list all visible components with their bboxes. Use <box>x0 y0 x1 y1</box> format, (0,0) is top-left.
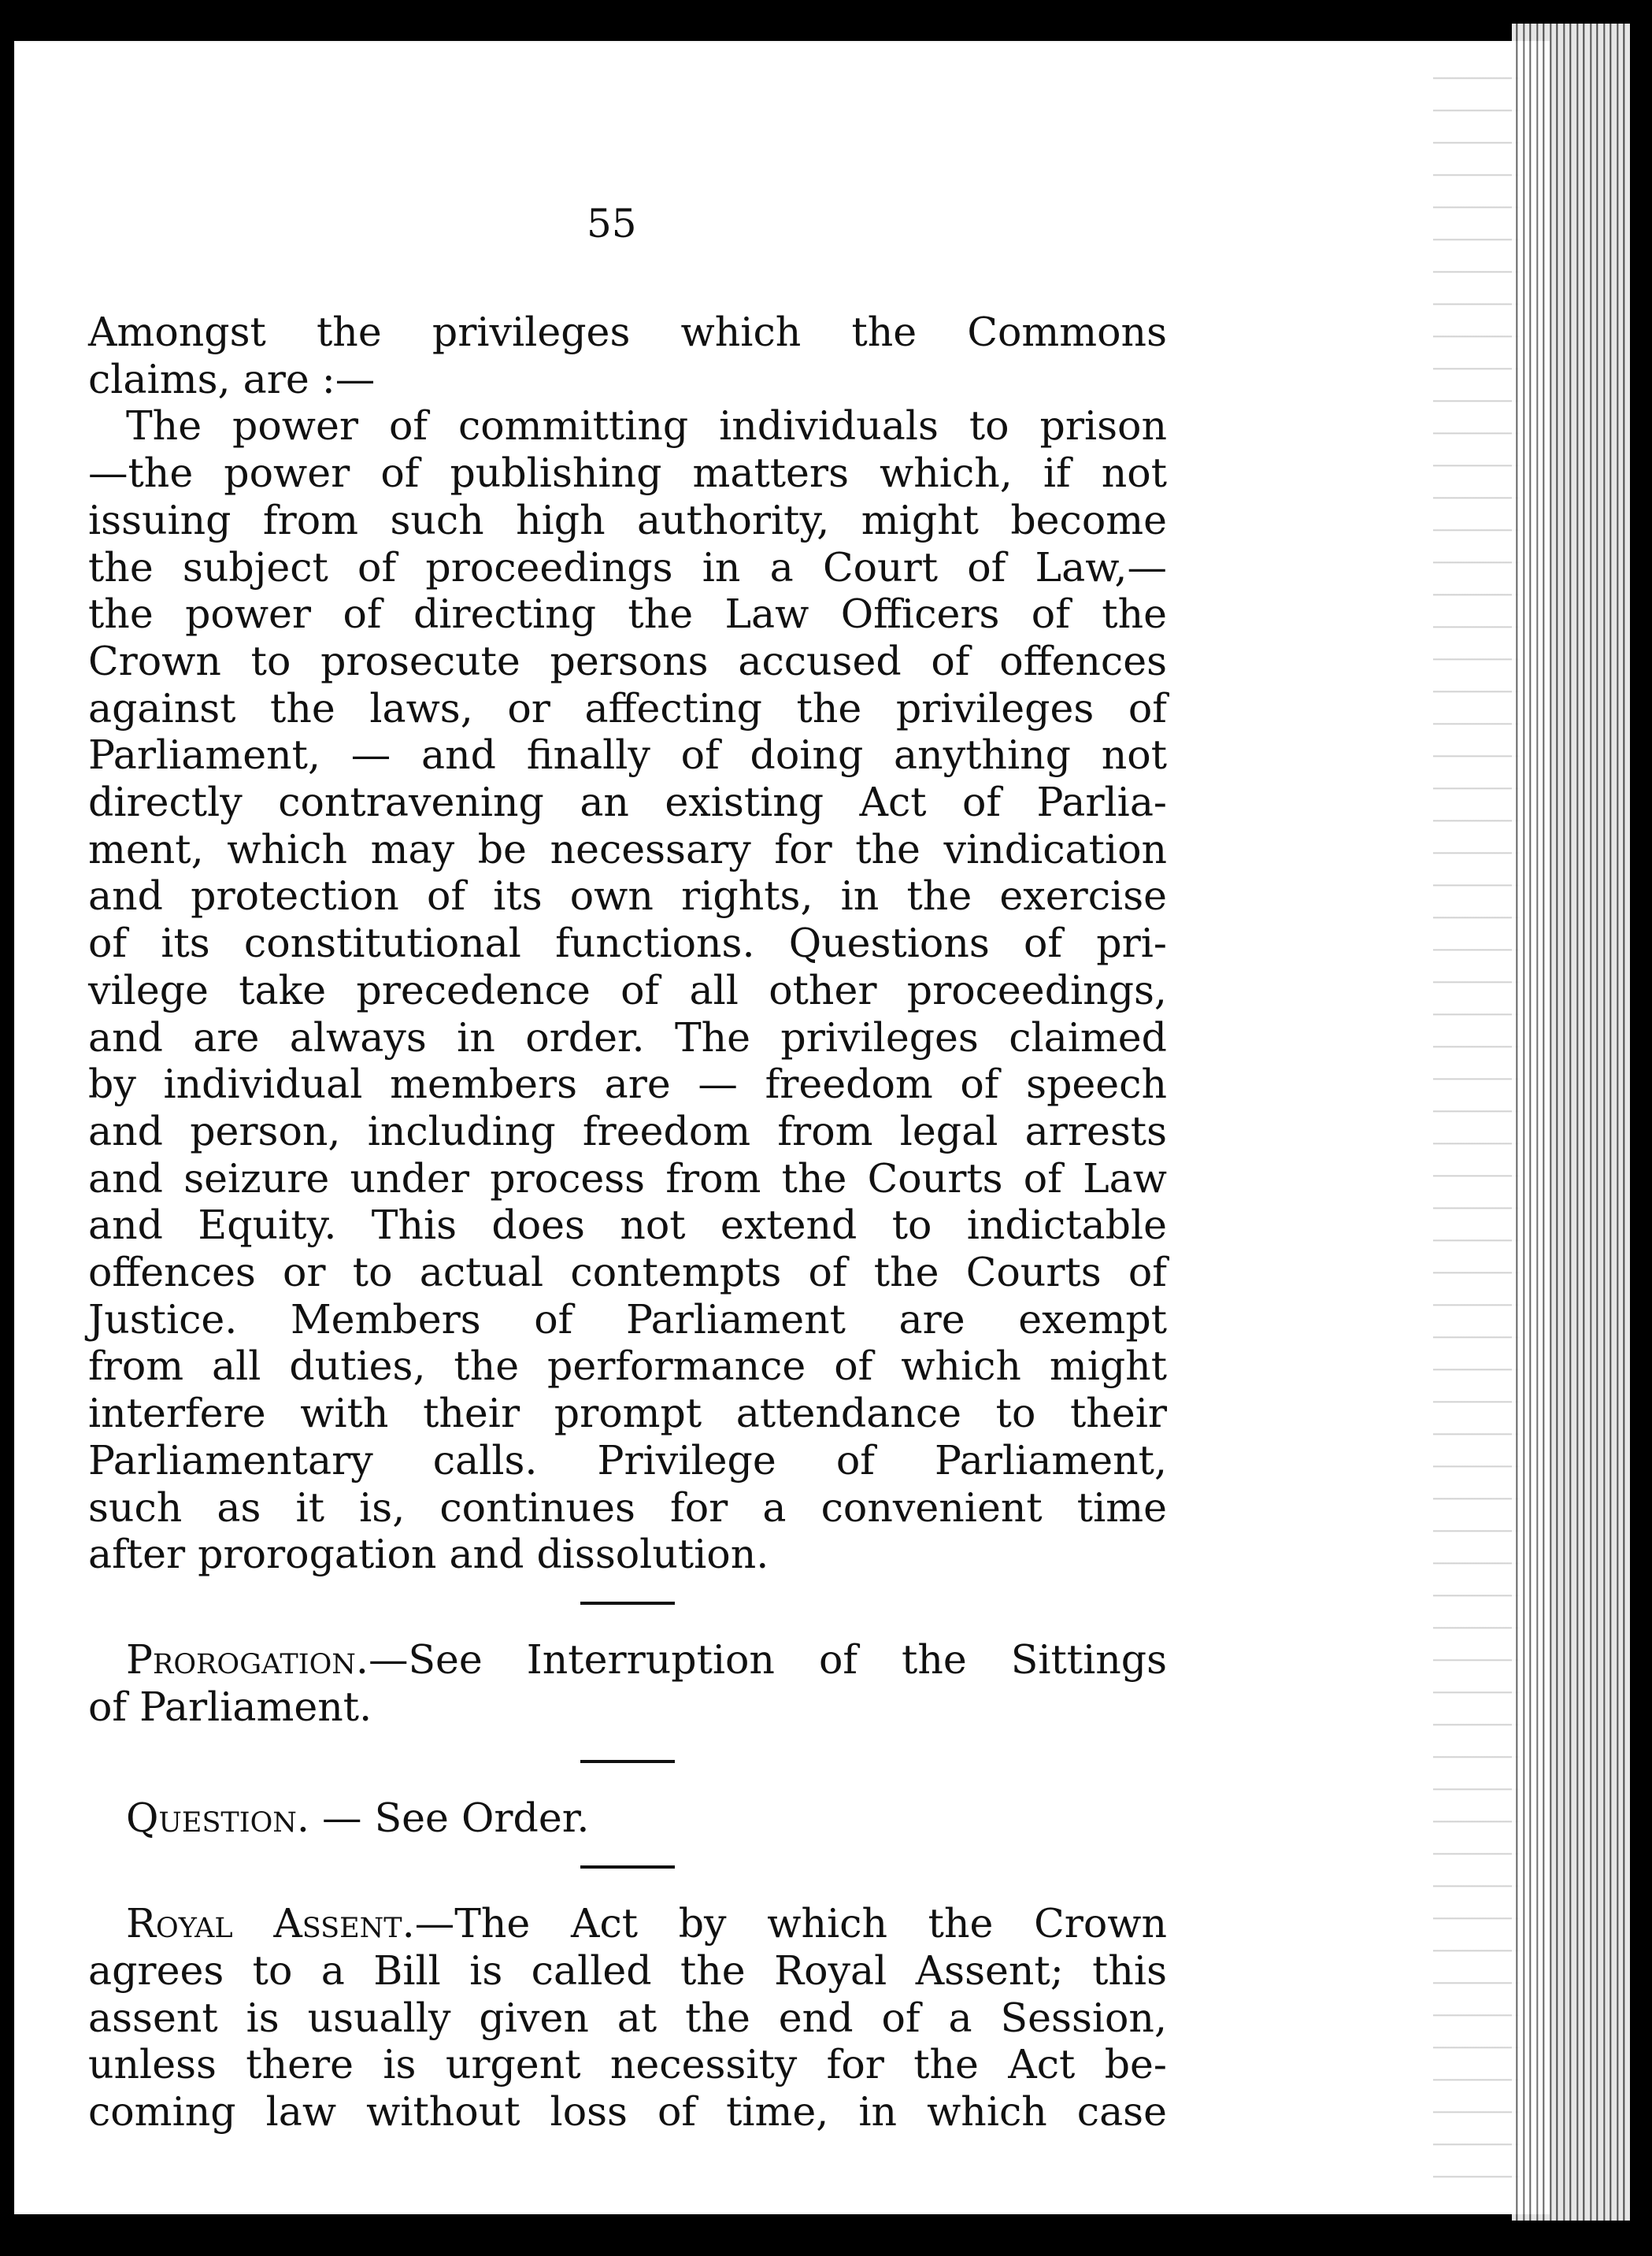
text-line <box>88 1795 1167 1842</box>
entry-royal-assent <box>88 1900 1167 2136</box>
text-line: unless there is urgent necessity for the Act be- <box>88 2041 1167 2088</box>
intro-paragraph <box>88 309 1167 402</box>
text-line: of Parliament. <box>88 1683 372 1730</box>
bleed-through-marks <box>1433 47 1520 2189</box>
text-line: the subject of proceedings in a Court of Law,— <box>88 543 1167 591</box>
text-line: and are always in order. The privileges claimed <box>88 1013 1167 1061</box>
privileges-paragraph <box>88 402 1167 1578</box>
text-line: agrees to a Bill is called the Royal Assent; this <box>88 1947 1167 1994</box>
text-line: of its constitutional functions. Questions of pri- <box>88 920 1167 967</box>
section-divider <box>580 1760 675 1763</box>
section-divider <box>580 1865 675 1869</box>
text-line: assent is usually given at the end of a Session, <box>88 1994 1167 2041</box>
text-line: offences or to actual contempts of the Courts of <box>88 1249 1167 1296</box>
text-line <box>88 1636 1167 1684</box>
entry-prorogation <box>88 1636 1167 1730</box>
text-line: Justice. Members of Parliament are exempt <box>88 1295 1167 1343</box>
text-line: from all duties, the performance of which might <box>88 1343 1167 1390</box>
text-line: and person, including freedom from legal arrests <box>88 1107 1167 1154</box>
text-line: Amongst the privileges which the Commons <box>88 309 1167 355</box>
text-line: and protection of its own rights, in the exercise <box>88 872 1167 920</box>
text-line: vilege take precedence of all other proceedings, <box>88 966 1167 1013</box>
page-number: 55 <box>587 201 637 246</box>
body-text <box>88 309 1167 2136</box>
entry-text: —See Interruption of the Sittings <box>368 1636 1167 1683</box>
entry-question <box>88 1795 1167 1842</box>
text-line: Parliament, — and finally of doing anything not <box>88 732 1167 779</box>
entry-text: — See Order. <box>309 1795 590 1842</box>
text-line: by individual members are — freedom of speech <box>88 1061 1167 1108</box>
text-line: coming law without loss of time, in which case <box>88 2087 1167 2135</box>
entry-heading: Question. <box>126 1795 309 1842</box>
entry-heading: Royal Assent. <box>126 1900 415 1947</box>
text-line: against the laws, or affecting the privileges of <box>88 684 1167 732</box>
text-line: and seizure under process from the Courts of Law <box>88 1154 1167 1202</box>
text-line: after prorogation and dissolution. <box>88 1531 769 1578</box>
text-line: ment, which may be necessary for the vindication <box>88 825 1167 872</box>
text-line: Parliamentary calls. Privilege of Parliament, <box>88 1436 1167 1484</box>
entry-heading: Prorogation. <box>126 1636 369 1683</box>
text-line: Crown to prosecute persons accused of offences <box>88 637 1167 684</box>
text-line: and Equity. This does not extend to indictable <box>88 1202 1167 1249</box>
text-line: The power of committing individuals to prison <box>126 402 1167 450</box>
text-line: —the power of publishing matters which, if not <box>88 450 1167 497</box>
text-line: issuing from such high authority, might become <box>88 496 1167 543</box>
text-line: interfere with their prompt attendance to their <box>88 1390 1167 1437</box>
text-line: directly contravening an existing Act of Parlia- <box>88 779 1167 826</box>
book-fore-edge <box>1512 24 1630 2221</box>
text-line: the power of directing the Law Officers of the <box>88 591 1167 638</box>
text-line: claims, are :— <box>88 355 376 402</box>
section-divider <box>580 1602 675 1605</box>
entry-text: —The Act by which the Crown <box>414 1900 1167 1947</box>
text-line <box>88 1900 1167 1947</box>
text-line: such as it is, continues for a convenient time <box>88 1484 1167 1531</box>
